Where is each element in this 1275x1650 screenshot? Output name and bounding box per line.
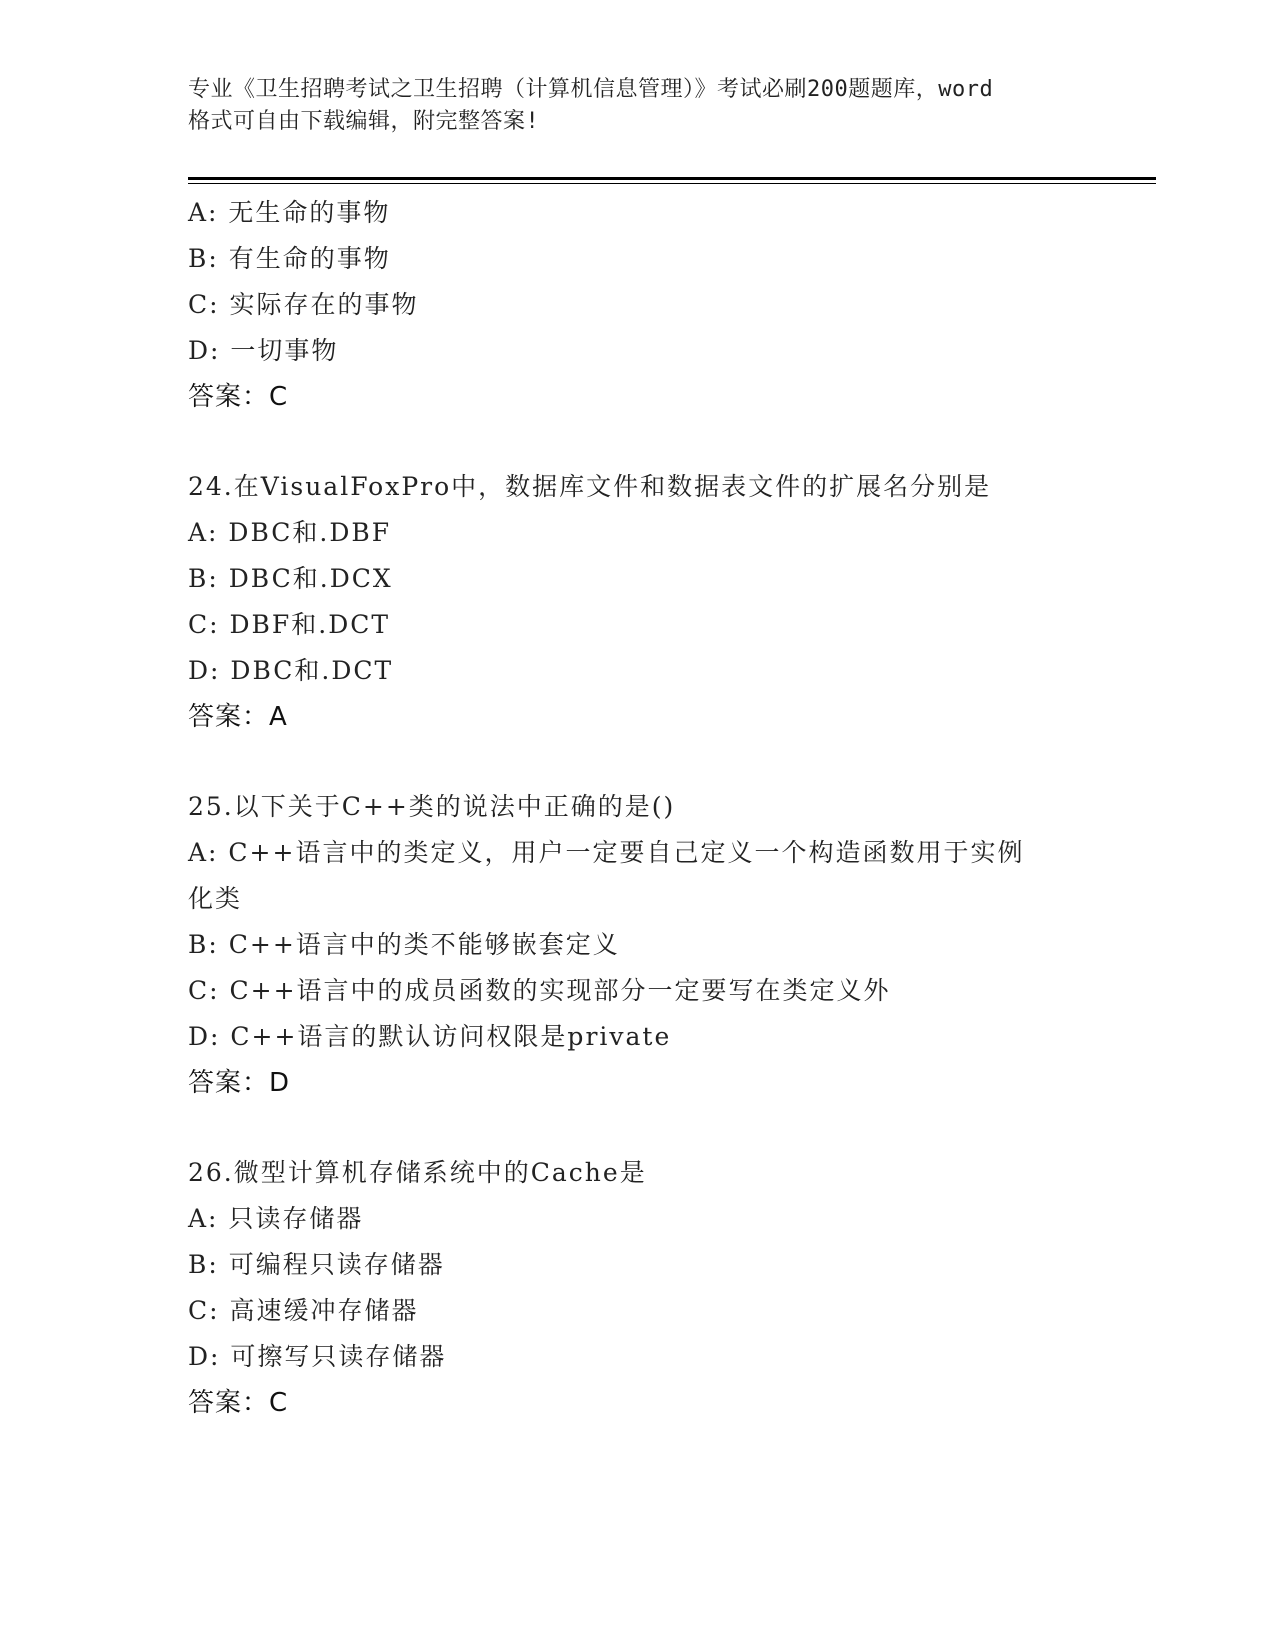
option-b: B: 有生命的事物 xyxy=(188,244,391,273)
option-a: A: DBC和.DBF xyxy=(188,518,392,547)
option-d: D: C++语言的默认访问权限是private xyxy=(188,1022,672,1051)
option-a: A: 只读存储器 xyxy=(188,1204,364,1233)
option-b: B: 可编程只读存储器 xyxy=(188,1250,445,1279)
option-d: D: 一切事物 xyxy=(188,336,339,365)
answer-label: 答案：C xyxy=(188,382,289,412)
option-d: D: 可擦写只读存储器 xyxy=(188,1342,447,1371)
question-25 xyxy=(188,784,1128,1106)
header-line-1: 专业《卫生招聘考试之卫生招聘（计算机信息管理）》考试必刷200题题库，word xyxy=(188,77,994,102)
option-b: B: C++语言中的类不能够嵌套定义 xyxy=(188,930,620,959)
option-a: A: 无生命的事物 xyxy=(188,198,391,227)
question-stem: 24.在VisualFoxPro中，数据库文件和数据表文件的扩展名分别是 xyxy=(188,472,992,501)
answer-label: 答案：D xyxy=(188,1068,291,1098)
option-c: C: DBF和.DCT xyxy=(188,610,391,639)
question-stem: 25.以下关于C++类的说法中正确的是() xyxy=(188,792,676,821)
answer-label: 答案：C xyxy=(188,1388,289,1418)
document-header xyxy=(188,74,1088,138)
option-a-line-1: A: C++语言中的类定义，用户一定要自己定义一个构造函数用于实例 xyxy=(188,838,1025,867)
option-a-line-2: 化类 xyxy=(188,884,243,913)
answer-label: 答案：A xyxy=(188,702,288,732)
question-24 xyxy=(188,464,1128,740)
question-26 xyxy=(188,1150,1128,1426)
question-stem: 26.微型计算机存储系统中的Cache是 xyxy=(188,1158,647,1187)
question-list xyxy=(188,190,1128,1426)
header-divider-thin xyxy=(188,183,1156,184)
header-divider-thick xyxy=(188,177,1156,180)
header-line-2: 格式可自由下载编辑，附完整答案! xyxy=(188,109,540,134)
option-c: C: C++语言中的成员函数的实现部分一定要写在类定义外 xyxy=(188,976,891,1005)
question-23 xyxy=(188,190,1128,420)
option-d: D: DBC和.DCT xyxy=(188,656,394,685)
option-c: C: 实际存在的事物 xyxy=(188,290,419,319)
option-c: C: 高速缓冲存储器 xyxy=(188,1296,419,1325)
option-b: B: DBC和.DCX xyxy=(188,564,393,593)
